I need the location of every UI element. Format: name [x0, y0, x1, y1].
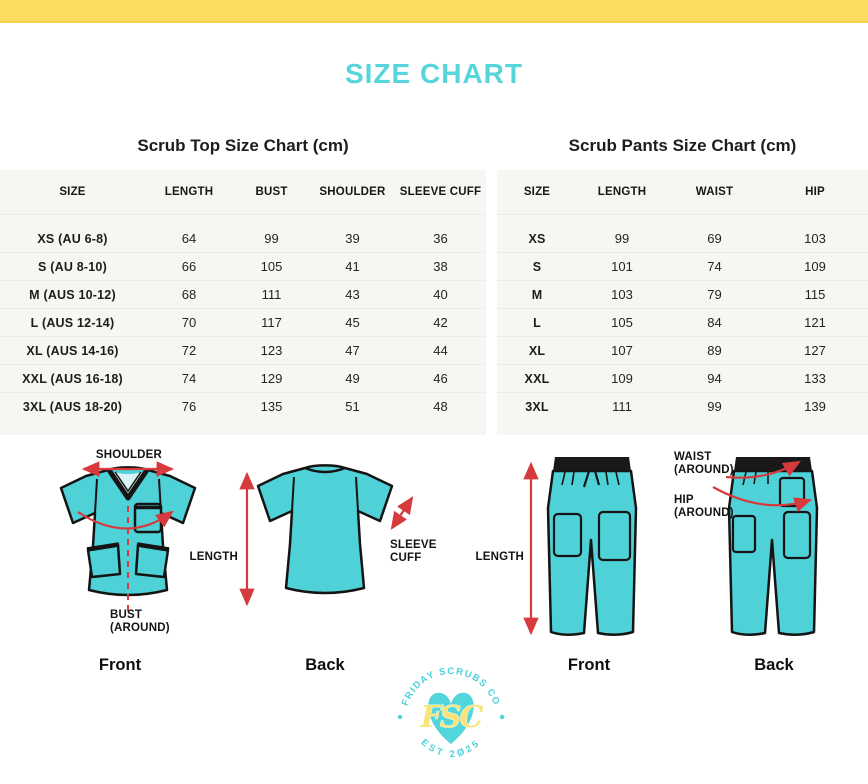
size-cell: 3XL (AUS 18-20) — [22, 399, 123, 414]
value-cell: 99 — [614, 231, 630, 246]
size-cell: S — [532, 259, 542, 274]
length-top-label: LENGTH — [189, 551, 238, 563]
shoulder-label: SHOULDER — [95, 449, 163, 461]
value-cell: 105 — [611, 315, 633, 330]
pants-front-caption: Front — [567, 656, 611, 674]
table-row — [497, 252, 868, 280]
column-header: BUST — [255, 186, 288, 198]
value-cell: 42 — [433, 315, 448, 330]
value-cell: 41 — [345, 259, 360, 274]
length-pants-label: LENGTH — [475, 551, 524, 563]
value-cell: 74 — [707, 259, 722, 274]
column-header: SLEEVE CUFF — [399, 186, 482, 198]
column-header: HIP — [805, 186, 825, 198]
value-cell: 111 — [612, 399, 632, 414]
logo-dot-left — [398, 715, 402, 719]
value-cell: 49 — [345, 371, 360, 386]
value-cell: 84 — [707, 315, 722, 330]
size-cell: XS (AU 6-8) — [37, 231, 108, 246]
top-table-title: Scrub Top Size Chart (cm) — [137, 136, 349, 155]
table-row — [0, 225, 486, 252]
page-title: SIZE CHART — [345, 58, 523, 89]
top-back-caption: Back — [305, 656, 345, 674]
value-cell: 109 — [611, 371, 633, 386]
value-cell: 99 — [264, 231, 279, 246]
value-cell: 109 — [804, 259, 826, 274]
scrub-pants-front-illustration — [540, 454, 644, 646]
top-banner — [0, 0, 868, 23]
value-cell: 129 — [260, 371, 283, 386]
waist-arrow — [726, 462, 799, 478]
value-cell: 133 — [804, 371, 826, 386]
logo-dot-right — [500, 715, 504, 719]
length-arrow-top — [240, 470, 254, 610]
value-cell: 68 — [181, 287, 197, 302]
value-cell: 69 — [707, 231, 722, 246]
value-cell: 36 — [433, 231, 448, 246]
value-cell: 135 — [260, 399, 283, 414]
waistband — [553, 457, 631, 471]
value-cell: 64 — [181, 231, 197, 246]
sleeve-cuff-label: SLEEVE CUFF — [390, 539, 437, 564]
sleeve-cuff-arrow — [392, 498, 412, 528]
table-row — [497, 225, 868, 252]
value-cell: 40 — [433, 287, 448, 302]
value-cell: 94 — [707, 371, 722, 386]
value-cell: 70 — [181, 315, 197, 330]
logo-arc-bottom-text: EST 2Ø25 — [418, 737, 484, 761]
size-cell: XXL (AUS 16-18) — [22, 371, 123, 386]
value-cell: 39 — [345, 231, 360, 246]
value-cell: 46 — [433, 371, 448, 386]
logo-arc-top-text: FRIDAY SCRUBS CO — [399, 665, 503, 708]
scrub-top-back-body — [258, 465, 392, 593]
scrub-pants-size-table — [497, 170, 868, 435]
table-row — [497, 364, 868, 392]
table-header-row — [497, 170, 868, 215]
value-cell: 121 — [804, 315, 826, 330]
value-cell: 103 — [611, 287, 633, 302]
table-row — [497, 336, 868, 364]
value-cell: 45 — [345, 315, 360, 330]
size-cell: L (AUS 12-14) — [30, 315, 115, 330]
size-cell: M — [531, 287, 543, 302]
value-cell: 74 — [181, 371, 197, 386]
value-cell: 105 — [260, 259, 283, 274]
table-row — [497, 280, 868, 308]
value-cell: 117 — [261, 315, 282, 330]
table-row — [497, 392, 868, 420]
size-cell: XS — [528, 231, 546, 246]
value-cell: 79 — [707, 287, 722, 302]
brand-logo — [384, 660, 518, 784]
value-cell: 44 — [433, 343, 448, 358]
value-cell: 66 — [181, 259, 197, 274]
size-cell: 3XL — [525, 399, 549, 414]
size-cell: S (AU 8-10) — [38, 259, 107, 274]
value-cell: 107 — [611, 343, 633, 358]
table-row — [0, 308, 486, 336]
table-header-row — [0, 170, 486, 215]
table-row — [497, 308, 868, 336]
waist-label: WAIST (AROUND) — [674, 451, 734, 476]
logo-monogram: FSC — [420, 700, 482, 735]
table-row — [0, 392, 486, 420]
value-cell: 76 — [181, 399, 197, 414]
hip-label: HIP (AROUND) — [674, 494, 734, 519]
value-cell: 115 — [804, 287, 826, 302]
column-header: LENGTH — [597, 186, 647, 198]
value-cell: 127 — [804, 343, 826, 358]
table-row — [0, 280, 486, 308]
value-cell: 123 — [260, 343, 283, 358]
value-cell: 48 — [433, 399, 448, 414]
column-header: LENGTH — [164, 186, 214, 198]
value-cell: 43 — [345, 287, 360, 302]
size-cell: XL — [528, 343, 546, 358]
value-cell: 99 — [707, 399, 722, 414]
column-header: SHOULDER — [319, 186, 386, 198]
column-header: SIZE — [523, 186, 551, 198]
scrub-top-size-table — [0, 170, 486, 435]
size-cell: M (AUS 10-12) — [29, 287, 116, 302]
value-cell: 38 — [433, 259, 448, 274]
column-header: WAIST — [695, 186, 734, 198]
pants-back-caption: Back — [754, 656, 794, 674]
value-cell: 103 — [804, 231, 826, 246]
cargo-pocket-left — [554, 514, 581, 556]
table-row — [0, 252, 486, 280]
value-cell: 51 — [345, 399, 360, 414]
size-cell: L — [533, 315, 541, 330]
size-cell: XXL — [524, 371, 550, 386]
table-row — [0, 364, 486, 392]
length-arrow-pants — [524, 460, 538, 638]
scrub-top-back-illustration — [252, 448, 418, 620]
value-cell: 47 — [345, 343, 360, 358]
pants-table-title: Scrub Pants Size Chart (cm) — [568, 136, 797, 155]
scrub-top-front-illustration — [50, 448, 206, 620]
table-row — [0, 336, 486, 364]
value-cell: 139 — [804, 399, 826, 414]
value-cell: 111 — [261, 287, 282, 302]
bust-label: BUST (AROUND) — [110, 609, 170, 634]
top-front-caption: Front — [98, 656, 142, 674]
value-cell: 72 — [181, 343, 197, 358]
value-cell: 101 — [611, 259, 633, 274]
cargo-pocket-right — [599, 512, 630, 560]
column-header: SIZE — [59, 186, 86, 198]
value-cell: 89 — [707, 343, 722, 358]
size-cell: XL (AUS 14-16) — [26, 343, 119, 358]
